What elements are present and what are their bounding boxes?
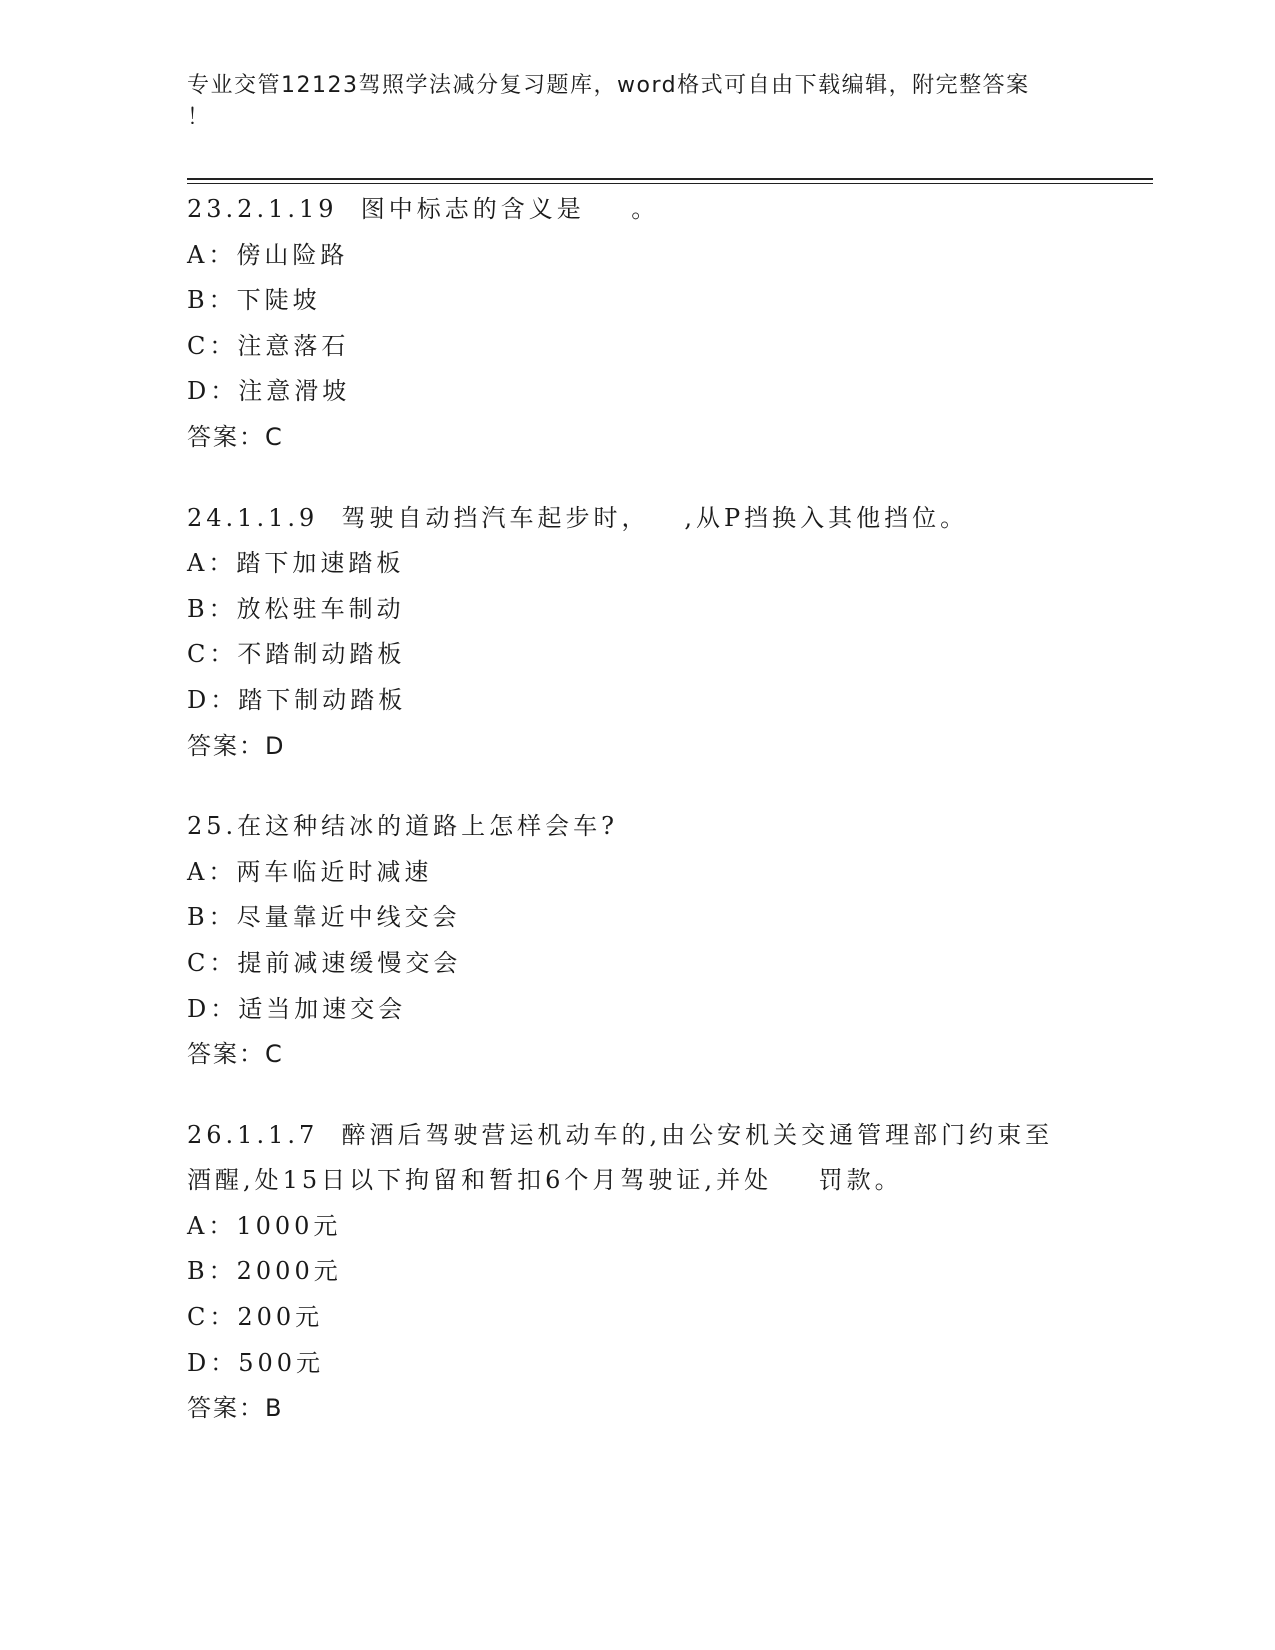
option-d: D：适当加速交会	[187, 994, 407, 1023]
answer-key: 答案：B	[187, 1394, 284, 1423]
option-c: C：不踏制动踏板	[187, 640, 406, 669]
option-b: B：放松驻车制动	[187, 594, 405, 623]
question-stem: 24.1.1.9 驾驶自动挡汽车起步时， ,从P挡换入其他挡位。	[187, 503, 969, 532]
question-stem: 23.2.1.19 图中标志的含义是 。	[187, 195, 660, 223]
option-b: B：2000元	[187, 1257, 342, 1286]
answer-key: 答案：C	[187, 422, 284, 451]
header-title-line-1: 专业交管12123驾照学法减分复习题库，word格式可自由下载编辑，附完整答案	[187, 73, 1030, 98]
header-divider-thick	[187, 178, 1153, 180]
option-c: C：提前减速缓慢交会	[187, 948, 462, 977]
header-title-line-2: ！	[187, 105, 211, 130]
document-header	[187, 70, 1087, 134]
question-list	[187, 187, 1087, 1467]
answer-key: 答案：C	[187, 1040, 284, 1069]
option-b: B：尽量靠近中线交会	[187, 903, 461, 932]
option-a: A：踏下加速踏板	[187, 549, 405, 578]
option-a: A：傍山险路	[187, 240, 349, 269]
question-stem-line-2: 酒醒,处15日以下拘留和暂扣6个月驾驶证,并处 罚款。	[187, 1166, 903, 1195]
question-item	[187, 804, 1087, 1078]
question-item	[187, 187, 1087, 461]
question-stem: 25.在这种结冰的道路上怎样会车?	[187, 812, 619, 841]
option-c: C：注意落石	[187, 331, 350, 360]
option-d: D：注意滑坡	[187, 377, 351, 406]
question-stem-line-1: 26.1.1.7 醉酒后驾驶营运机动车的,由公安机关交通管理部门约束至	[187, 1120, 1054, 1149]
option-d: D：踏下制动踏板	[187, 685, 407, 714]
option-d: D：500元	[187, 1348, 325, 1377]
header-divider-thin	[187, 183, 1153, 184]
question-item	[187, 496, 1087, 770]
option-a: A：两车临近时减速	[187, 857, 433, 886]
option-c: C：200元	[187, 1303, 324, 1332]
answer-key: 答案：D	[187, 731, 286, 760]
option-a: A：1000元	[187, 1211, 342, 1240]
option-b: B：下陡坡	[187, 286, 321, 315]
question-item	[187, 1113, 1087, 1432]
